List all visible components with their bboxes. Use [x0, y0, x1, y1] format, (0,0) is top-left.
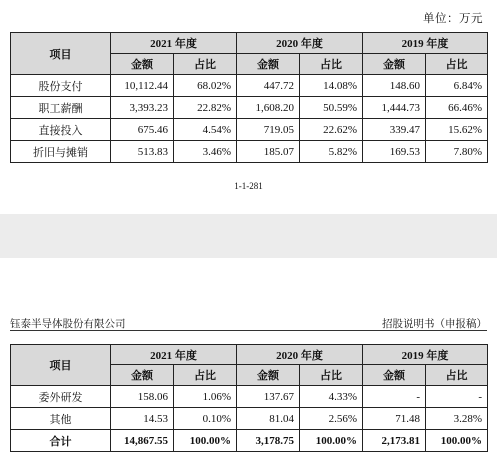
- cell-ratio-2019: 15.62%: [426, 119, 488, 141]
- table-row: [11, 386, 488, 408]
- total-ratio-2020: 100.00%: [300, 430, 363, 452]
- cell-ratio-2019: 7.80%: [426, 141, 488, 163]
- total-ratio-2019: 100.00%: [426, 430, 488, 452]
- cell-amount-2019: 1,444.73: [363, 97, 426, 119]
- document-title: 招股说明书（申报稿）: [382, 319, 487, 330]
- cell-ratio-2020: 50.59%: [300, 97, 363, 119]
- row-label: 折旧与摊销: [11, 141, 111, 163]
- cell-ratio-2020: 4.33%: [300, 386, 363, 408]
- cell-amount-2019: 148.60: [363, 75, 426, 97]
- rd-expense-table-bottom: [10, 344, 488, 452]
- cell-amount-2019: 339.47: [363, 119, 426, 141]
- table-row: [11, 408, 488, 430]
- item-header: 项目: [11, 33, 111, 75]
- cell-ratio-2020: 14.08%: [300, 75, 363, 97]
- total-amount-2020: 3,178.75: [237, 430, 300, 452]
- cell-ratio-2021: 3.46%: [174, 141, 237, 163]
- page-number: 1-1-281: [234, 181, 263, 191]
- table-row: [11, 141, 488, 163]
- page-gap: [0, 214, 497, 258]
- cell-amount-2021: 675.46: [111, 119, 174, 141]
- ratio-header: 占比: [174, 54, 237, 75]
- total-amount-2021: 14,867.55: [111, 430, 174, 452]
- cell-amount-2021: 14.53: [111, 408, 174, 430]
- total-ratio-2021: 100.00%: [174, 430, 237, 452]
- year-header-2019: 2019 年度: [363, 33, 488, 54]
- table-row: [11, 75, 488, 97]
- table-row: [11, 119, 488, 141]
- cell-ratio-2021: 0.10%: [174, 408, 237, 430]
- company-name: 钰泰半导体股份有限公司: [10, 319, 126, 330]
- year-header-2019: 2019 年度: [363, 345, 488, 365]
- ratio-header: 占比: [300, 365, 363, 386]
- year-header-2020: 2020 年度: [237, 345, 363, 365]
- running-header: [10, 316, 487, 331]
- row-label: 股份支付: [11, 75, 111, 97]
- cell-amount-2020: 81.04: [237, 408, 300, 430]
- table-row: [11, 97, 488, 119]
- cell-amount-2020: 185.07: [237, 141, 300, 163]
- amount-header: 金额: [237, 365, 300, 386]
- amount-header: 金额: [111, 54, 174, 75]
- cell-amount-2019: -: [363, 386, 426, 408]
- cell-ratio-2020: 5.82%: [300, 141, 363, 163]
- rd-expense-table-top: [10, 32, 488, 163]
- cell-ratio-2021: 68.02%: [174, 75, 237, 97]
- cell-ratio-2020: 22.62%: [300, 119, 363, 141]
- cell-ratio-2019: 66.46%: [426, 97, 488, 119]
- year-header-2020: 2020 年度: [237, 33, 363, 54]
- cell-amount-2021: 10,112.44: [111, 75, 174, 97]
- item-header: 项目: [11, 345, 111, 386]
- row-label: 其他: [11, 408, 111, 430]
- cell-ratio-2021: 4.54%: [174, 119, 237, 141]
- row-label: 委外研发: [11, 386, 111, 408]
- table-total-row: [11, 430, 488, 452]
- ratio-header: 占比: [300, 54, 363, 75]
- amount-header: 金额: [237, 54, 300, 75]
- amount-header: 金额: [111, 365, 174, 386]
- unit-note: 单位：万元: [423, 13, 483, 25]
- cell-ratio-2019: 6.84%: [426, 75, 488, 97]
- cell-amount-2021: 3,393.23: [111, 97, 174, 119]
- amount-header: 金额: [363, 54, 426, 75]
- cell-amount-2020: 137.67: [237, 386, 300, 408]
- cell-amount-2019: 169.53: [363, 141, 426, 163]
- row-label: 直接投入: [11, 119, 111, 141]
- cell-amount-2019: 71.48: [363, 408, 426, 430]
- cell-ratio-2021: 1.06%: [174, 386, 237, 408]
- cell-amount-2020: 447.72: [237, 75, 300, 97]
- cell-amount-2020: 719.05: [237, 119, 300, 141]
- ratio-header: 占比: [174, 365, 237, 386]
- total-amount-2019: 2,173.81: [363, 430, 426, 452]
- amount-header: 金额: [363, 365, 426, 386]
- year-header-2021: 2021 年度: [111, 33, 237, 54]
- cell-ratio-2019: -: [426, 386, 488, 408]
- cell-ratio-2021: 22.82%: [174, 97, 237, 119]
- total-label: 合计: [11, 430, 111, 452]
- ratio-header: 占比: [426, 365, 488, 386]
- year-header-2021: 2021 年度: [111, 345, 237, 365]
- cell-amount-2021: 513.83: [111, 141, 174, 163]
- row-label: 职工薪酬: [11, 97, 111, 119]
- ratio-header: 占比: [426, 54, 488, 75]
- cell-ratio-2019: 3.28%: [426, 408, 488, 430]
- cell-ratio-2020: 2.56%: [300, 408, 363, 430]
- cell-amount-2021: 158.06: [111, 386, 174, 408]
- cell-amount-2020: 1,608.20: [237, 97, 300, 119]
